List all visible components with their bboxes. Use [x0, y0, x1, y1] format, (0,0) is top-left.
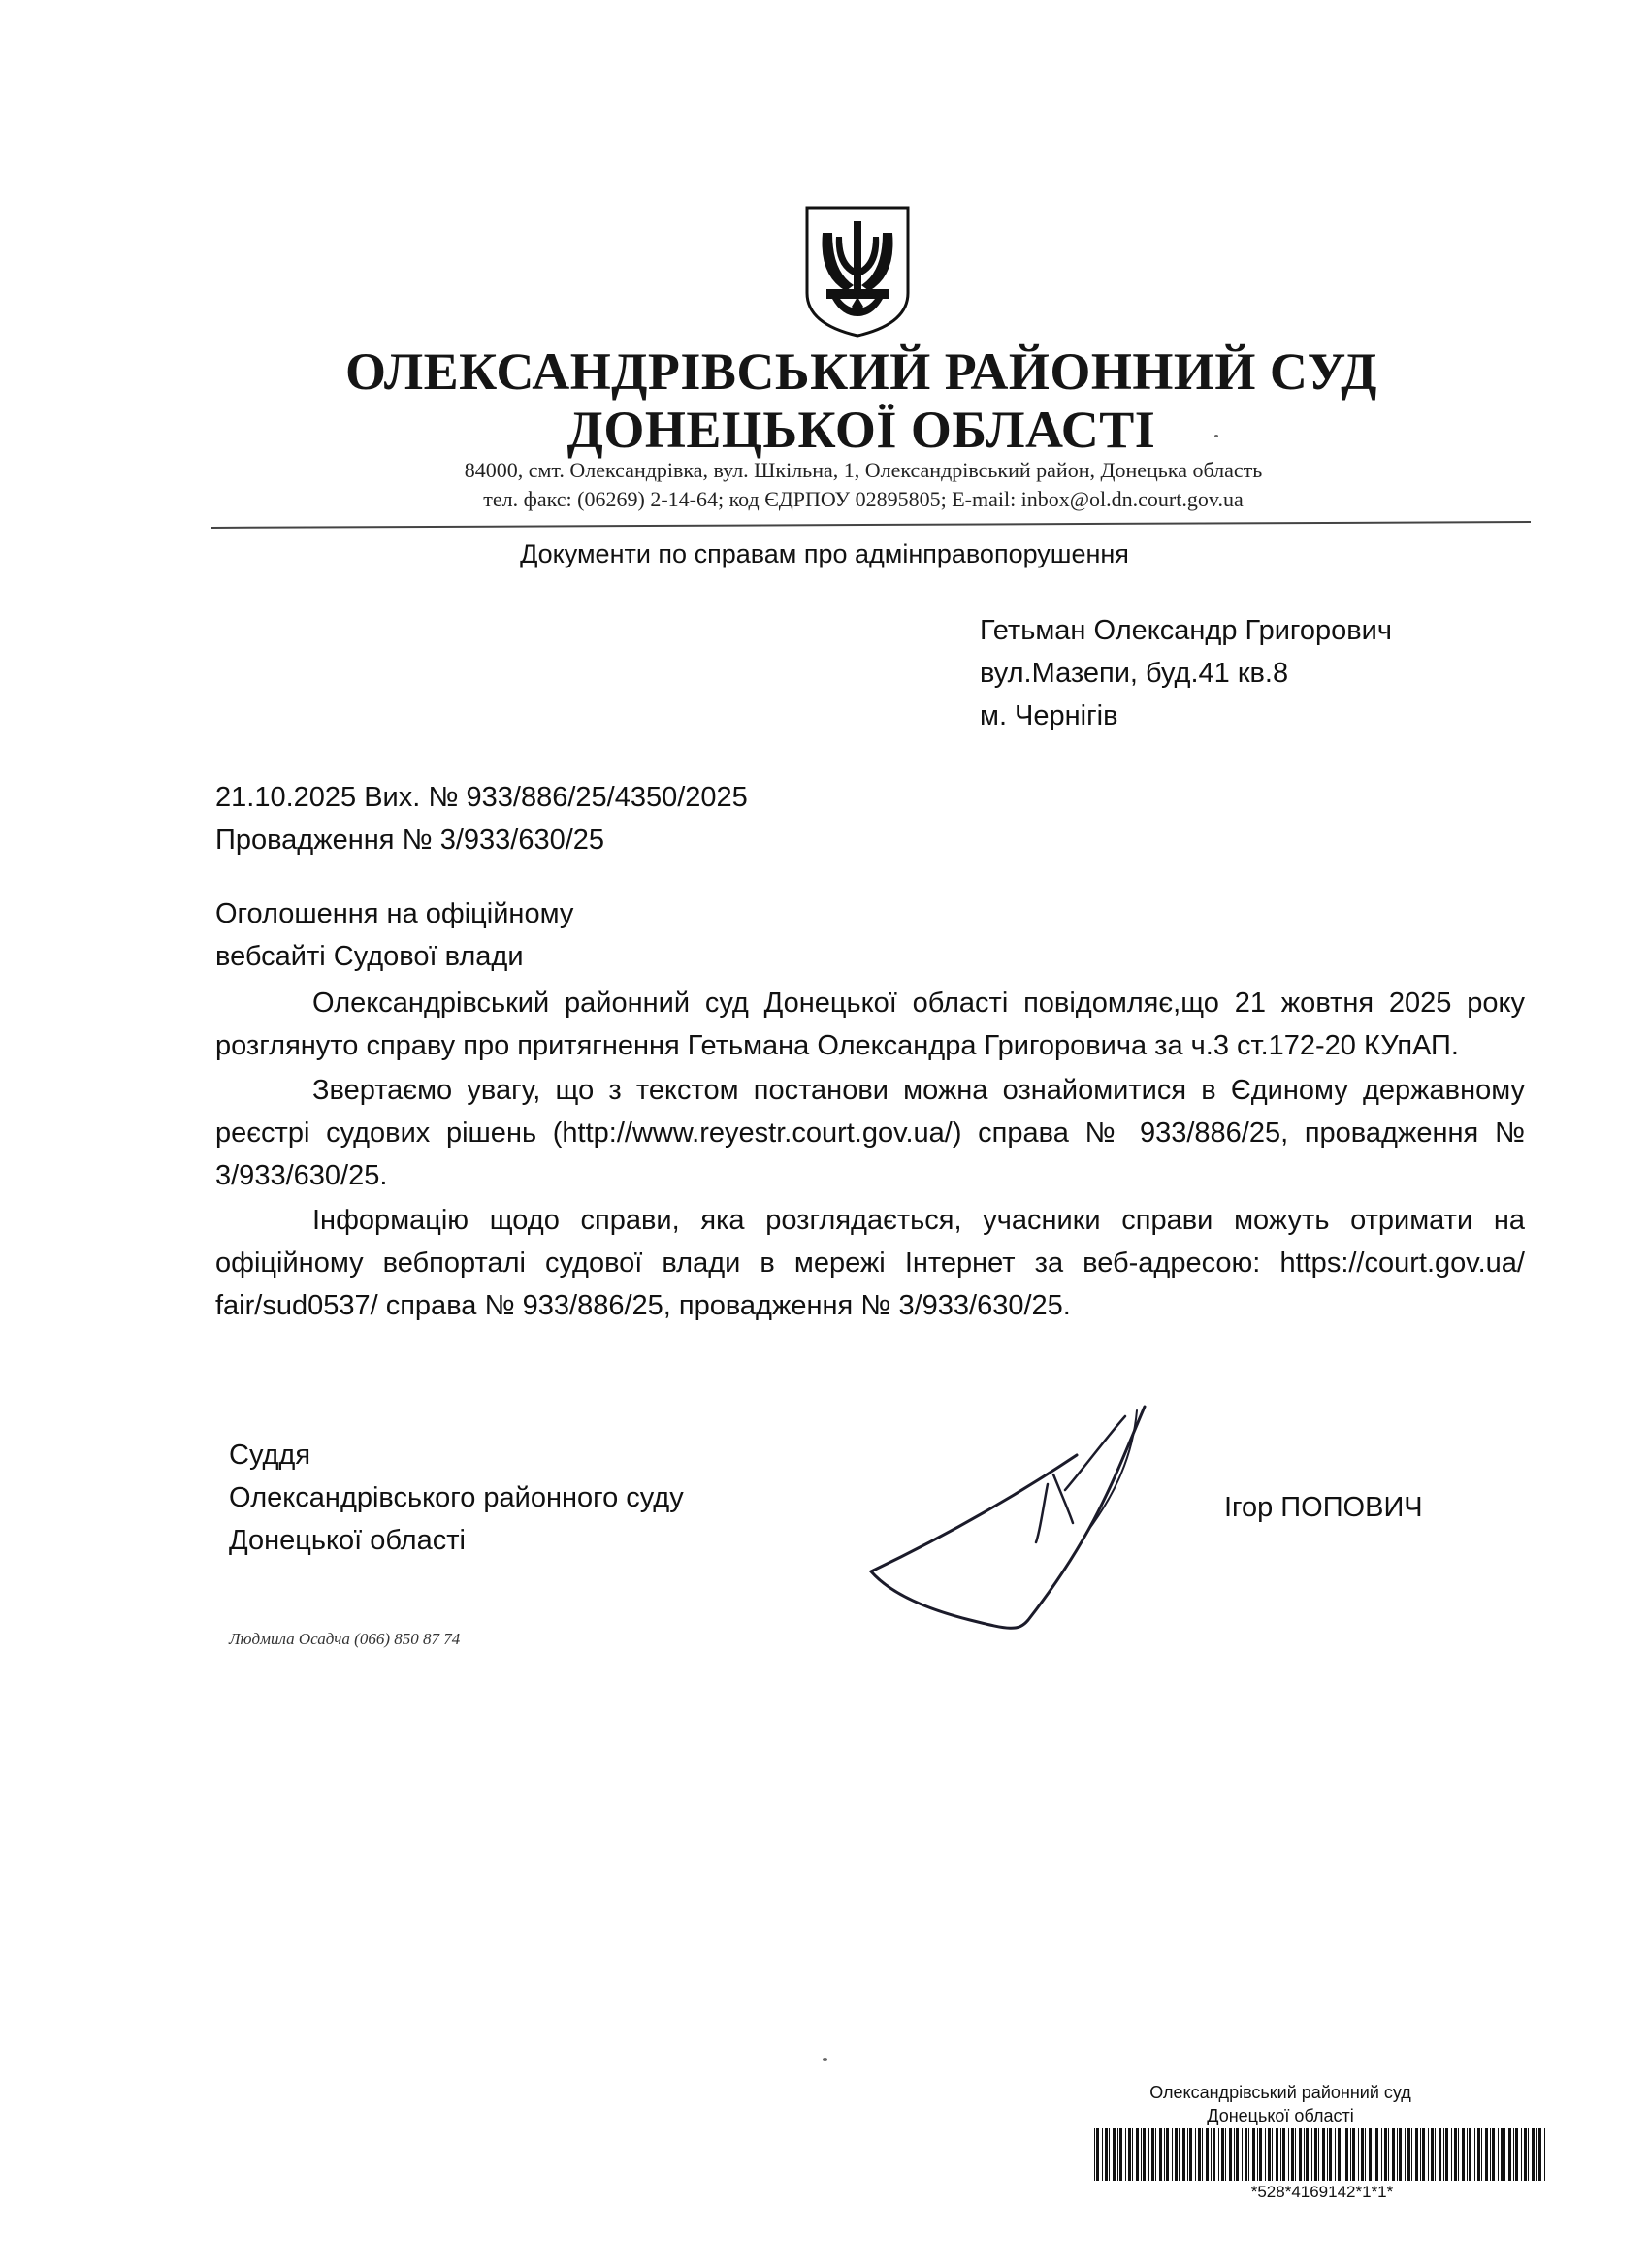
department-heading: Документи по справам про адмінправопорушення — [520, 539, 1129, 568]
court-name-line1: ОЛЕКСАНДРІВСЬКИЙ РАЙОННИЙ СУД — [345, 342, 1377, 401]
recipient-street: вул.Мазепи, буд.41 кв.8 — [980, 658, 1289, 689]
trident-coat-of-arms-icon — [803, 204, 912, 340]
court-name-line2: ДОНЕЦЬКОЇ ОБЛАСТІ — [566, 401, 1156, 459]
proceeding-number: Провадження № 3/933/630/25 — [215, 825, 605, 856]
barcode-number: *528*4169142*1*1* — [1250, 2183, 1394, 2201]
stamp-line2: Донецької області — [1207, 2106, 1354, 2125]
handwritten-signature-icon — [854, 1397, 1164, 1649]
barcode-icon — [1094, 2128, 1550, 2181]
recipient-city: м. Чернігів — [980, 700, 1118, 731]
court-address: 84000, смт. Олександрівка, вул. Шкільна, 1, Олександрівський район, Донецька область — [464, 458, 1263, 482]
outgoing-number: 21.10.2025 Вих. № 933/886/25/4350/2025 — [215, 782, 748, 813]
letter-body — [215, 982, 1525, 1327]
signatory-name: Ігор ПОПОВИЧ — [1224, 1492, 1423, 1523]
letter-subject — [215, 892, 573, 978]
signatory-title-line1: Суддя — [229, 1440, 311, 1471]
stamp-line1: Олександрівський районний суд — [1149, 2083, 1411, 2102]
executor-contact: Людмила Осадча (066) 850 87 74 — [229, 1630, 461, 1648]
body-paragraph-3: Інформацію щодо справи, яка розглядається, учасники справи можуть отримати на офіційному вебпорталі судової влади в мережі Інтернет за веб-адресою: https://court.gov.ua/ fair/sud0537/ справа № 933/886/25, провадження № 3/933/630/25. — [215, 1205, 1525, 1321]
scan-speck — [1214, 435, 1218, 437]
body-paragraph-2: Звертаємо увагу, що з текстом постанови можна ознайомитися в Єдиному державному реєстрі судових рішень (http://www.reyestr.court.gov.ua/) справа № 933/886/25, провадження № 3/933/630/25. — [215, 1075, 1525, 1191]
signatory-title — [229, 1434, 684, 1562]
recipient-name: Гетьман Олександр Григорович — [980, 615, 1392, 646]
subject-line1: Оголошення на офіційному — [215, 898, 574, 929]
court-contacts: тел. факс: (06269) 2-14-64; код ЄДРПОУ 02895805; E-mail: inbox@ol.dn.court.gov.ua — [483, 487, 1244, 511]
scan-speck — [823, 2058, 827, 2061]
header-divider — [211, 521, 1531, 529]
signatory-title-line3: Донецької області — [229, 1525, 466, 1556]
body-paragraph-1: Олександрівський районний суд Донецької області повідомляє,що 21 жовтня 2025 року розглянуто справу про притягнення Гетьмана Олександра Григоровича за ч.3 ст.172-20 КУпАП. — [215, 988, 1525, 1061]
document-reference — [215, 776, 748, 861]
signatory-title-line2: Олександрівського районного суду — [229, 1482, 684, 1513]
subject-line2: вебсайті Судової влади — [215, 941, 524, 972]
recipient-address — [980, 609, 1392, 737]
